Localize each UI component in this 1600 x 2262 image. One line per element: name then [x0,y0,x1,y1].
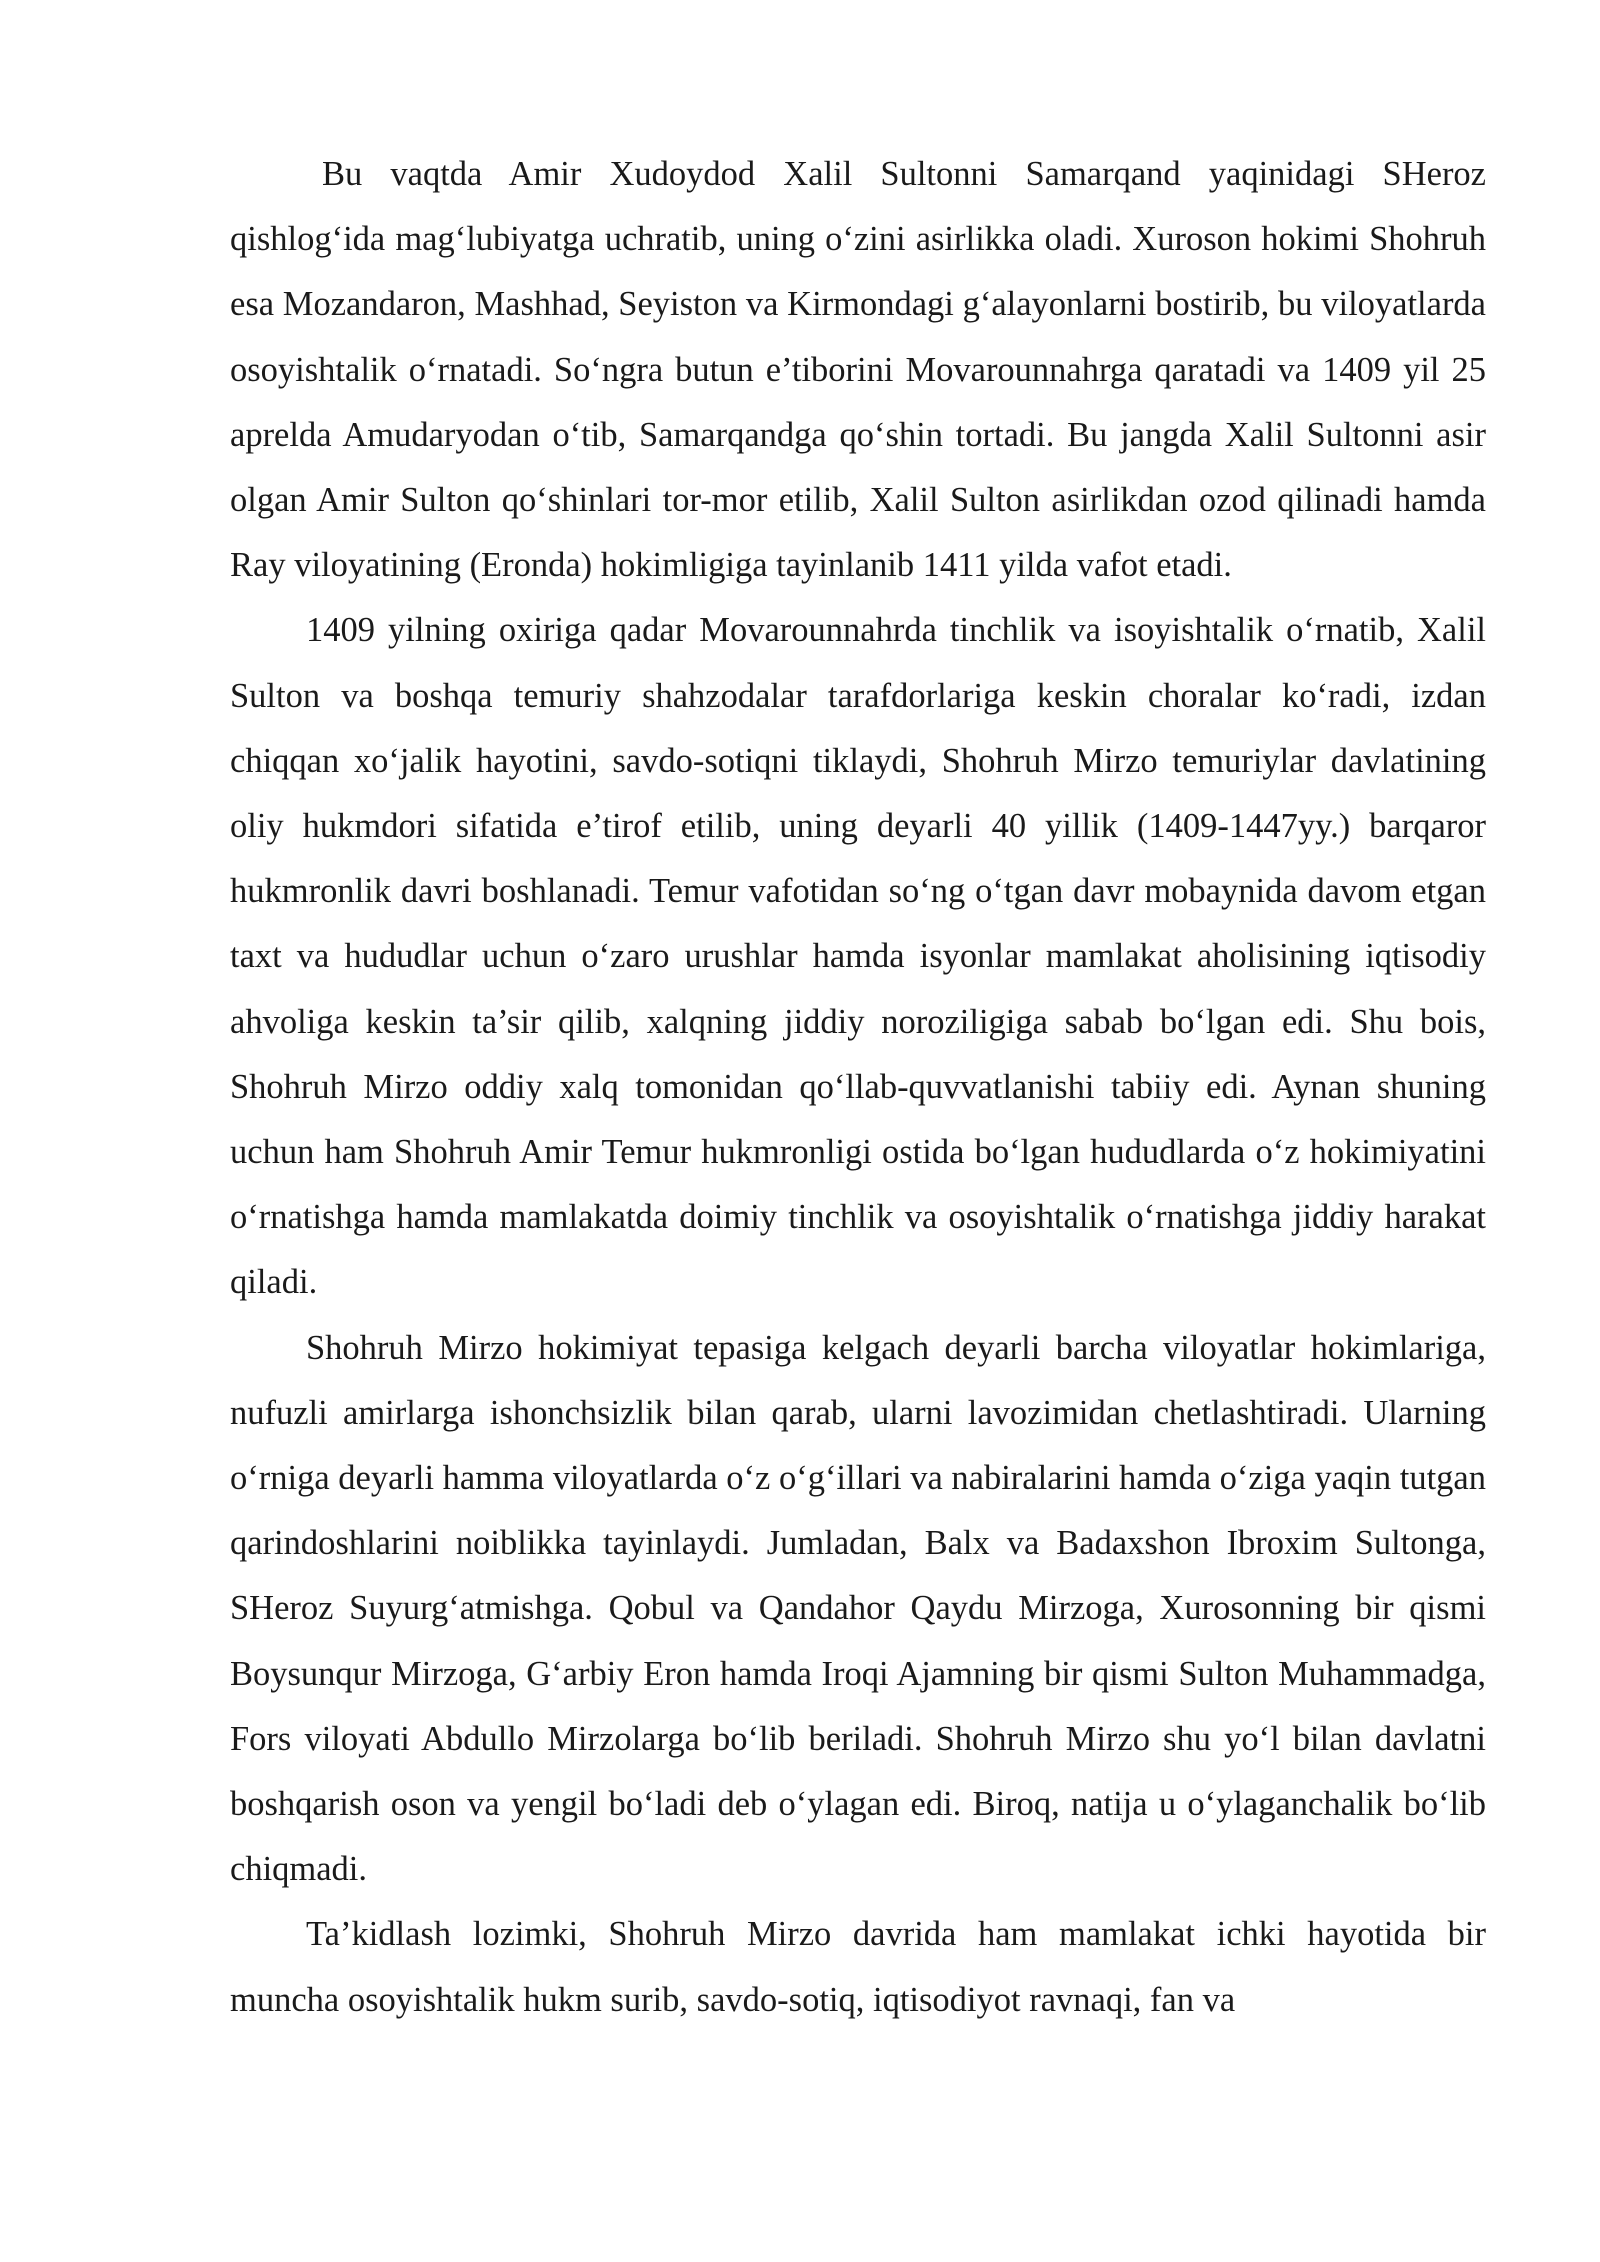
paragraph: Shohruh Mirzo hokimiyat tepasiga kelgach deyarli barcha viloyatlar hokimlariga, nufuzli amirlarga ishonchsizlik bilan qarab, ularni lavozimidan chetlashtiradi. Ularning o‘rniga deyarli hamma viloyatlarda o‘z o‘g‘illari va nabiralarini hamda o‘ziga yaqin tutgan qarindoshlarini noiblikka tayinlaydi. Jumladan, Balx va Badaxshon Ibroxim Sultonga, SHeroz Suyurg‘atmishga. Qobul va Qandahor Qaydu Mirzoga, Xurosonning bir qismi Boysunqur Mirzoga, G‘arbiy Eron hamda Iroqi Ajamning bir qismi Sulton Muhammadga, Fors viloyati Abdullo Mirzolarga bo‘lib beriladi. Shohruh Mirzo shu yo‘l bilan davlatni boshqarish oson va yengil bo‘ladi deb o‘ylagan edi. Biroq, natija u o‘ylaganchalik bo‘lib chiqmadi. [230,1328,1486,1889]
paragraph: 1409 yilning oxiriga qadar Movarounnahrda tinchlik va isoyishtalik o‘rnatib, Xalil Sulton va boshqa temuriy shahzodalar tarafdorlariga keskin choralar ko‘radi, izdan chiqqan xo‘jalik hayotini, savdo-sotiqni tiklaydi, Shohruh Mirzo temuriylar davlatining oliy hukmdori sifatida e’tirof etilib, uning deyarli 40 yillik (1409-1447yy.) barqaror hukmronlik davri boshlanadi. Temur vafotidan so‘ng o‘tgan davr mobaynida davom etgan taxt va hududlar uchun o‘zaro urushlar hamda isyonlar mamlakat aholisining iqtisodiy ahvoliga keskin ta’sir qilib, xalqning jiddiy noroziligiga sabab bo‘lgan edi. Shu bois, Shohruh Mirzo oddiy xalq tomonidan qo‘llab-quvvatlanishi tabiiy edi. Aynan shuning uchun ham Shohruh Amir Temur hukmronligi ostida bo‘lgan hududlarda o‘z hokimiyatini o‘rnatishga hamda mamlakatda doimiy tinchlik va osoyishtalik o‘rnatishga jiddiy harakat qiladi. [230,611,1486,1302]
paragraph: Ta’kidlash lozimki, Shohruh Mirzo davrida ham mamlakat ichki hayotida bir muncha osoyishtalik hukm surib, savdo-sotiq, iqtisodiyot ravnaqi, fan va [230,1915,1486,2019]
paragraph: Bu vaqtda Amir Xudoydod Xalil Sultonni Samarqand yaqinidagi SHeroz qishlog‘ida mag‘lubiyatga uchratib, uning o‘zini asirlikka oladi. Xuroson hokimi Shohruh esa Mozandaron, Mashhad, Seyiston va Kirmondagi g‘alayonlarni bostirib, bu viloyatlarda osoyishtalik o‘rnatadi. So‘ngra butun e’tiborini Movarounnahrga qaratadi va 1409 yil 25 aprelda Amudaryodan o‘tib, Samarqandga qo‘shin tortadi. Bu jangda Xalil Sultonni asir olgan Amir Sulton qo‘shinlari tor-mor etilib, Xalil Sulton asirlikdan ozod qilinadi hamda Ray viloyatining (Eronda) hokimligiga tayinlanib 1411 yilda vafot etadi. [230,155,1486,585]
document-page [230,142,1486,2033]
